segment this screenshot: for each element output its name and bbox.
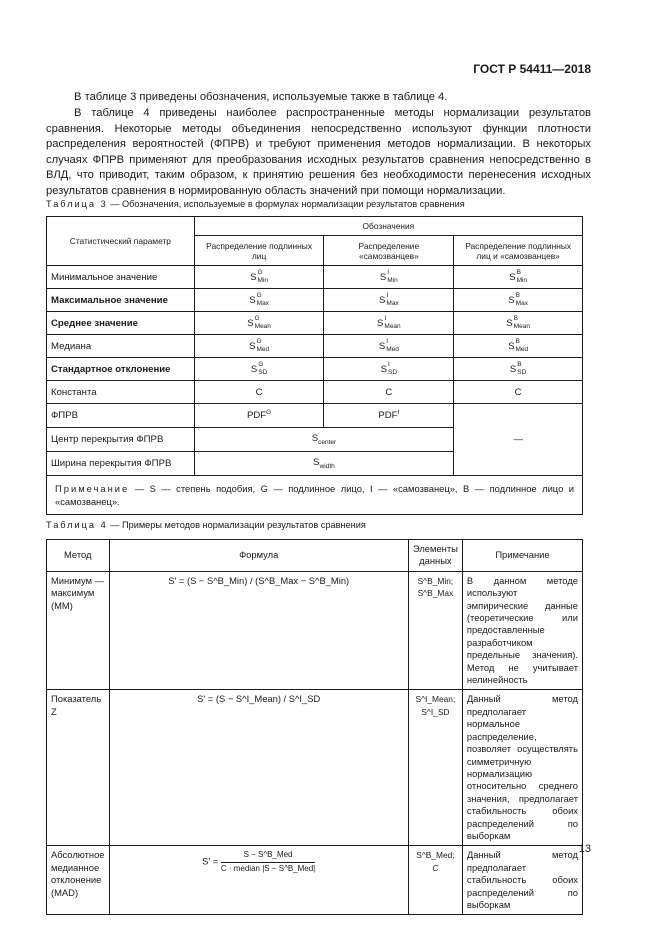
t3-row-label: Минимальное значение <box>47 266 195 289</box>
t4-method: Минимум — максимум (MM) <box>47 571 110 690</box>
t3-row-pdf: ФПРВ $PDF^G$ $PDF^I$ — <box>47 404 583 428</box>
t4-formula: S′ = (S − S^B_Min) / (S^B_Max − S^B_Min) <box>109 571 408 690</box>
t3-row-median <box>47 335 583 358</box>
t4-note: В данном методе используют эмпирические данные (теоретические или предоставленные разработчиком предельные значения). Метод не учитывает нелинейность <box>462 571 582 690</box>
t3-dash: — <box>454 404 583 476</box>
t4-row-minmax <box>47 571 583 690</box>
t3-header-group: Обозначения <box>194 217 582 236</box>
t3-col-genuine: Распределение подлинных лиц <box>194 236 324 266</box>
symbol: S B Min <box>509 269 528 284</box>
symbol: S G Mean <box>247 315 271 330</box>
symbol: S G Max <box>249 292 269 307</box>
t4-row-zscore <box>47 690 583 846</box>
t3-row-label: Центр перекрытия ФПРВ <box>47 428 195 452</box>
t4-header-method: Метод <box>47 540 110 572</box>
t4-method: Абсолютное медианное отклонение (MAD) <box>47 846 110 915</box>
symbol: S I Mean <box>377 315 401 330</box>
table4-caption <box>46 520 366 530</box>
t3-col-both: Распределение подлинных лиц и «самозванцев» <box>454 236 583 266</box>
t4-header-note: Примечание <box>462 540 582 572</box>
t4-note: Данный метод предполагает стабильность обоих распределений по выборкам <box>462 846 582 915</box>
table-3 <box>46 216 583 515</box>
t3-row-label: Ширина перекрытия ФПРВ <box>47 452 195 476</box>
t3-constant-value: C <box>194 381 324 404</box>
table4-caption-text: — Примеры методов нормализации результатов сравнения <box>107 520 366 530</box>
t4-element: S^B_Min; <box>417 575 454 586</box>
note-text: — S — степень подобия, G — подлинное лицо, I — «самозванец», B — подлинное лицо и «самозванец». <box>55 483 574 507</box>
t3-row-max <box>47 289 583 312</box>
symbol: S B Max <box>508 292 528 307</box>
table3-caption-label: Таблица 3 <box>46 199 108 209</box>
symbol: S B SD <box>509 361 527 376</box>
t3-row-constant <box>47 381 583 404</box>
t3-row-label: Медиана <box>47 335 195 358</box>
t3-header-param: Статистический параметр <box>47 217 195 266</box>
t3-row-label: Константа <box>47 381 195 404</box>
paragraph-2: В таблице 4 приведены наиболее распространенные методы нормализации результатов сравнения. Некоторые методы объединения непосредственно используют функции плотности распределения вероятностей (ФПРВ) и требуют применения методов нормализации. В некоторых случаях ФПРВ применяют для преобразования исходных результатов сравнения непосредственно в ВЛД, что приводит, таким образом, к принятию решения без необходимости перенесения исходных результатов сравнения в нормированную область значений при помощи нормализации. <box>46 107 591 197</box>
t4-formula: S′ = (S − S^I_Mean) / S^I_SD <box>109 690 408 846</box>
t3-row-label: Стандартное отклонение <box>47 358 195 381</box>
symbol: S B Med <box>508 338 529 353</box>
t3-row-center: Центр перекрытия ФПРВ $S_{center}$ <box>47 428 583 452</box>
t3-row-label: ФПРВ <box>47 404 195 428</box>
t3-row-sd <box>47 358 583 381</box>
t4-element: C <box>432 862 439 873</box>
t3-constant-value: C <box>324 381 454 404</box>
t4-header-formula: Формула <box>109 540 408 572</box>
t3-row-min <box>47 266 583 289</box>
t4-row-mad <box>47 846 583 915</box>
t3-row-label: Среднее значение <box>47 312 195 335</box>
t4-element: S^B_Med; <box>416 850 455 861</box>
symbol: S G Min <box>250 269 269 284</box>
symbol: S G Med <box>249 338 270 353</box>
t3-row-label: Максимальное значение <box>47 289 195 312</box>
symbol: S I SD <box>380 361 398 376</box>
paragraph-1: В таблице 3 приведены обозначения, используемые также в таблице 4. <box>74 91 448 103</box>
symbol: S I Med <box>378 338 399 353</box>
t3-note-row <box>47 476 583 515</box>
note-label: Примечание <box>55 483 130 494</box>
document-header: ГОСТ Р 54411—2018 <box>473 62 591 76</box>
t4-element: S^I_Mean; <box>415 694 456 705</box>
t3-col-impostor: Распределение «самозванцев» <box>324 236 454 266</box>
t4-note: Данный метод предполагает нормальное распределение, позволяет осуществлять симметричную нормализацию относительно среднего значения, предполагает стабильность обоих распределений по выборкам <box>462 690 582 846</box>
t4-header-elements: Элементы данных <box>408 540 462 572</box>
t3-row-width: Ширина перекрытия ФПРВ $S_{width}$ <box>47 452 583 476</box>
symbol: S I Max <box>379 292 399 307</box>
t4-element: S^I_SD <box>421 706 450 717</box>
t4-method: Показатель Z <box>47 690 110 846</box>
t3-constant-value: C <box>454 381 583 404</box>
t4-formula: S′ = $\frac{\text{S − S\textasciicircum{}B\_Med}}{\text{C · median |S − S\textasciicircum{}B\_Med|}}$ <box>109 846 408 915</box>
symbol: S G SD <box>250 361 268 376</box>
t4-element: S^B_Max <box>417 588 454 599</box>
table4-caption-label: Таблица 4 <box>46 520 108 530</box>
t3-row-mean <box>47 312 583 335</box>
table3-caption-text: — Обозначения, используемые в формулах нормализации результатов сравнения <box>107 199 465 209</box>
symbol: S B Mean <box>506 315 530 330</box>
page-number: 13 <box>578 843 591 855</box>
symbol: S I Min <box>379 269 398 284</box>
table-4 <box>46 539 583 915</box>
table3-caption <box>46 199 465 209</box>
